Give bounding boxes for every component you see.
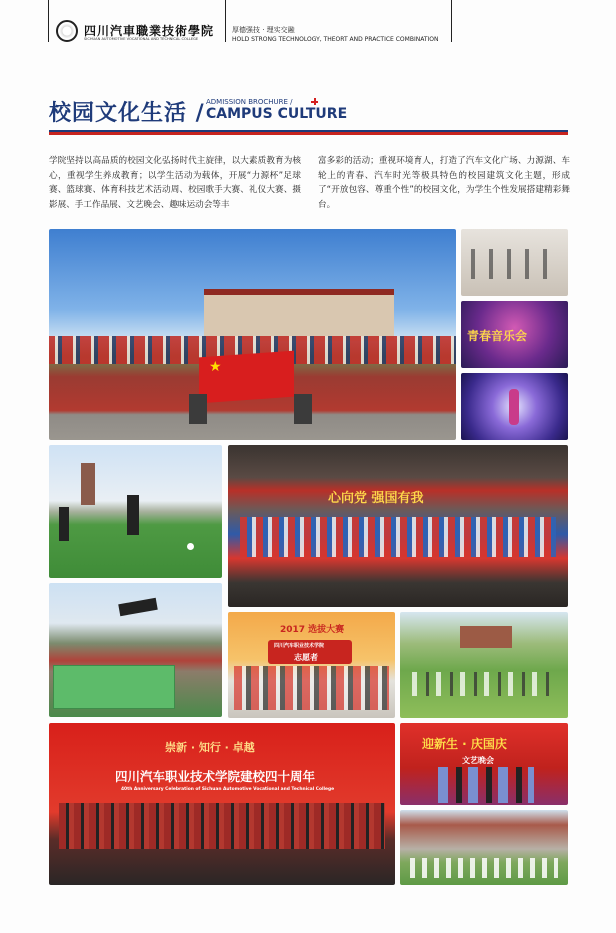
header-divider [451, 0, 452, 42]
gala-title: 迎新生 · 庆国庆 [422, 737, 507, 751]
dancers [471, 249, 556, 279]
person [294, 394, 312, 424]
volunteer-label: 志愿者 [294, 653, 318, 662]
flag-star-icon: ★ [209, 359, 222, 375]
photo-campus-flag [49, 229, 456, 440]
intro-paragraph-left: 学院坚持以高品质的校园文化弘扬时代主旋律，以大素质教育为核心，重视学生养成教育；以学生活动为载体，开展“力源杯”足球赛、篮球赛、体育科技艺术活动周、校园歌手大赛、礼仪大赛、摄影展、手工作品展、文艺晚会、趣味运动会等丰 [49, 156, 301, 210]
pavilion [460, 626, 512, 648]
intro-paragraph-right: 富多彩的活动；重视环境育人，打造了汽车文化广场、力源湖、车轮上的青春、汽车时光等极具特色的校园建筑文化主题，形成了“开放包容、尊重个性”的校园文化，为学生个性发展搭建精彩舞台。 [318, 156, 570, 210]
photo-dance-practice [461, 229, 568, 296]
landing-mat [53, 665, 175, 709]
photo-volunteers [228, 612, 395, 718]
jumper [118, 598, 158, 616]
motto-en: HOLD STRONG TECHNOLOGY, THEORT AND PRACTICE COMBINATION [232, 36, 439, 43]
photo-lawn-gathering [400, 612, 568, 718]
anniversary-slogan: 崇新 · 知行 · 卓越 [165, 741, 255, 754]
school-name-en: SICHUAN AUTOMOTIVE VOCATIONAL AND TECHNICAL COLLEGE [84, 37, 199, 41]
section-title-en: CAMPUS CULTURE [206, 106, 348, 122]
player [59, 507, 69, 541]
students [410, 858, 558, 878]
person [189, 394, 207, 424]
anniversary-subtitle: 40th Anniversary Celebration of Sichuan Automotive Vocational and Technical College [121, 787, 335, 792]
title-rule-accent [49, 132, 568, 135]
gala-hosts [438, 767, 534, 803]
stage-banner: 心向党 强国有我 [328, 491, 424, 506]
anniversary-title: 四川汽车职业技术学院建校四十周年 [115, 769, 316, 784]
photo-anniversary-choir [49, 723, 395, 885]
photo-welcome-gala [400, 723, 568, 805]
school-logo-icon [56, 20, 78, 42]
volunteer-group [234, 666, 389, 710]
photo-football-match [49, 445, 222, 578]
red-cross-icon [311, 98, 318, 105]
photo-stage-dance [461, 373, 568, 440]
clock-tower [81, 463, 95, 505]
volunteer-sign-text: 四川汽车职业技术学院 [274, 643, 325, 649]
header-divider [225, 0, 226, 42]
photo-chorus-stage [228, 445, 568, 607]
section-title-cn: 校园文化生活 / [49, 101, 205, 126]
volunteer-event: 2017 选拔大赛 [280, 625, 345, 635]
school-name-cn: 四川汽車職業技術學院 [84, 24, 215, 38]
anniversary-choir [59, 803, 385, 849]
main-building [204, 289, 394, 341]
gala-subtitle: 文艺晚会 [462, 756, 494, 765]
photo-high-jump [49, 583, 222, 717]
motto-cn: 厚德强技 · 理实交融 [232, 26, 295, 34]
brochure-label: ADMISSION BROCHURE / [206, 98, 293, 106]
photo-music-concert [461, 301, 568, 368]
students-on-lawn [412, 672, 552, 696]
header-divider [48, 0, 49, 42]
player [127, 495, 139, 535]
photo-campus-outdoor-class [400, 810, 568, 885]
football-icon [187, 543, 194, 550]
dancer [509, 389, 519, 425]
concert-banner: 青春音乐会 [467, 329, 528, 343]
choir [240, 517, 556, 557]
